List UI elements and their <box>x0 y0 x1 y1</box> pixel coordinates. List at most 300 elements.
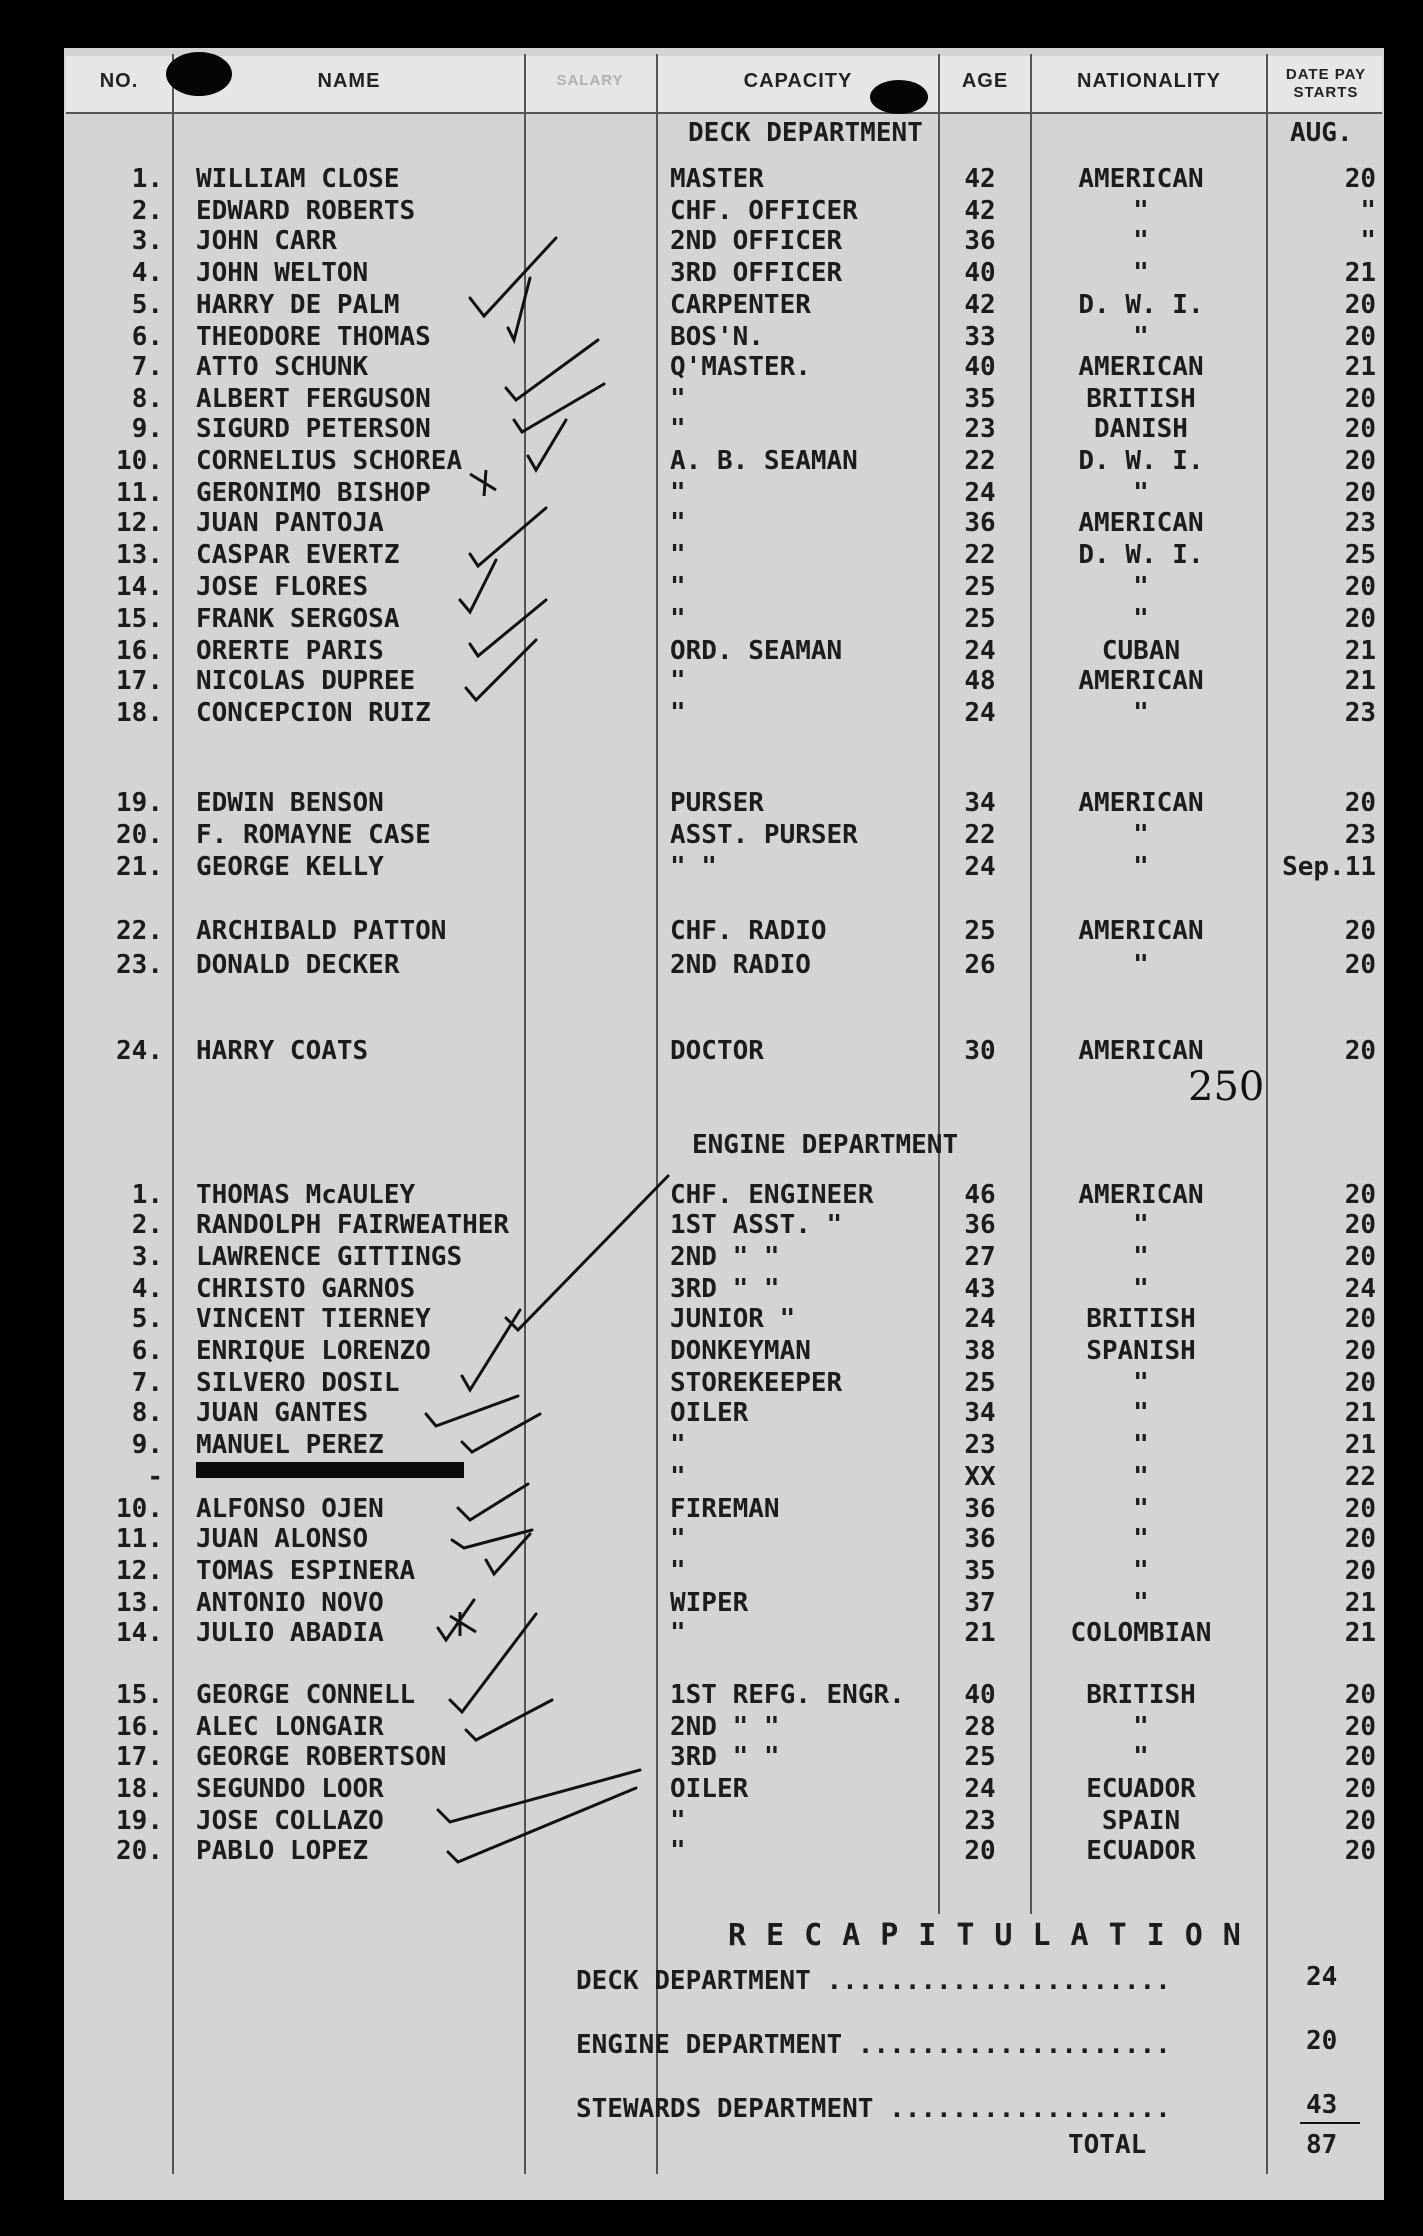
row-capacity: 2ND " " <box>670 1242 780 1272</box>
row-name: HARRY COATS <box>196 1036 369 1066</box>
row-nationality: " <box>1133 698 1149 728</box>
row-date-pay: 20 <box>1344 1556 1376 1586</box>
row-number: 10. <box>116 446 163 476</box>
row-number: 19. <box>116 788 163 818</box>
row-age: 33 <box>964 322 996 352</box>
row-age: 46 <box>964 1180 996 1210</box>
row-age: 38 <box>964 1336 996 1366</box>
row-capacity: STOREKEEPER <box>670 1368 843 1398</box>
row-date-pay: 23 <box>1344 820 1376 850</box>
row-age: 35 <box>964 1556 996 1586</box>
row-age: 36 <box>964 508 996 538</box>
row-nationality: ECUADOR <box>1086 1774 1196 1804</box>
row-number: 5. <box>131 1304 163 1334</box>
row-capacity: FIREMAN <box>670 1494 780 1524</box>
recap-engine-value: 20 <box>1306 2026 1338 2056</box>
row-number: 17. <box>116 1742 163 1772</box>
row-age: 36 <box>964 1210 996 1240</box>
row-capacity: 2ND " " <box>670 1712 780 1742</box>
row-name: GEORGE ROBERTSON <box>196 1742 447 1772</box>
row-number: 18. <box>116 698 163 728</box>
row-nationality: " <box>1133 1588 1149 1618</box>
row-age: XX <box>964 1462 996 1492</box>
row-nationality: " <box>1133 258 1149 288</box>
row-name: ALFONSO OJEN <box>196 1494 384 1524</box>
row-number: 24. <box>116 1036 163 1066</box>
row-date-pay: " <box>1360 196 1376 226</box>
row-capacity: " <box>670 1618 686 1648</box>
checkmark <box>458 1484 528 1520</box>
row-date-pay: 21 <box>1344 1618 1376 1648</box>
row-date-pay: 25 <box>1344 540 1376 570</box>
row-age: 22 <box>964 820 996 850</box>
recap-deck-value: 24 <box>1306 1962 1338 1992</box>
row-number: 2. <box>131 1210 163 1240</box>
header-nationality: NATIONALITY <box>1077 70 1221 92</box>
row-number: 14. <box>116 1618 163 1648</box>
row-age: 25 <box>964 604 996 634</box>
row-nationality: SPANISH <box>1086 1336 1196 1366</box>
row-name: MANUEL PEREZ <box>196 1430 384 1460</box>
row-name: GEORGE CONNELL <box>196 1680 416 1710</box>
row-nationality: AMERICAN <box>1078 788 1204 818</box>
row-name: ALBERT FERGUSON <box>196 384 431 414</box>
header-salary: SALARY <box>556 72 624 89</box>
row-capacity: 3RD OFFICER <box>670 258 843 288</box>
row-capacity: " <box>670 1806 686 1836</box>
recap-total-value: 87 <box>1306 2130 1338 2160</box>
row-number: 6. <box>131 1336 163 1366</box>
header-date-line1: DATE PAY <box>1285 66 1367 83</box>
row-number: 17. <box>116 666 163 696</box>
row-age: 40 <box>964 258 996 288</box>
row-date-pay: 20 <box>1344 916 1376 946</box>
row-nationality: AMERICAN <box>1078 916 1204 946</box>
row-nationality: AMERICAN <box>1078 164 1204 194</box>
checkmark <box>450 1614 536 1712</box>
row-capacity: A. B. SEAMAN <box>670 446 858 476</box>
row-number: 18. <box>116 1774 163 1804</box>
row-nationality: " <box>1133 1556 1149 1586</box>
row-capacity: CHF. ENGINEER <box>670 1180 874 1210</box>
row-capacity: " <box>670 698 686 728</box>
row-date-pay: 20 <box>1344 604 1376 634</box>
row-nationality: " <box>1133 1242 1149 1272</box>
row-age: 24 <box>964 698 996 728</box>
row-capacity: CHF. OFFICER <box>670 196 858 226</box>
row-nationality: BRITISH <box>1086 1680 1196 1710</box>
row-name: F. ROMAYNE CASE <box>196 820 431 850</box>
recap-deck-label: DECK DEPARTMENT ...................... <box>576 1966 1171 1996</box>
row-age: 36 <box>964 226 996 256</box>
recap-title: RECAPITULATION <box>728 1918 1261 1953</box>
row-capacity: " <box>670 540 686 570</box>
row-nationality: " <box>1133 604 1149 634</box>
row-nationality: " <box>1133 322 1149 352</box>
row-name: FRANK SERGOSA <box>196 604 400 634</box>
row-capacity: " <box>670 1556 686 1586</box>
row-age: 22 <box>964 540 996 570</box>
row-name: HARRY DE PALM <box>196 290 400 320</box>
row-number: 8. <box>131 384 163 414</box>
row-date-pay: 20 <box>1344 1242 1376 1272</box>
row-name: GEORGE KELLY <box>196 852 384 882</box>
row-name: CHRISTO GARNOS <box>196 1274 416 1304</box>
row-nationality: AMERICAN <box>1078 508 1204 538</box>
header-age: AGE <box>961 70 1009 92</box>
checkmark <box>462 1414 540 1452</box>
recap-engine-label: ENGINE DEPARTMENT .................... <box>576 2030 1171 2060</box>
row-capacity: " <box>670 666 686 696</box>
row-age: 35 <box>964 384 996 414</box>
row-capacity: WIPER <box>670 1588 749 1618</box>
row-age: 23 <box>964 1430 996 1460</box>
row-age: 40 <box>964 352 996 382</box>
row-nationality: " <box>1133 820 1149 850</box>
header-no: NO. <box>99 70 139 92</box>
row-nationality: D. W. I. <box>1078 540 1204 570</box>
row-capacity: OILER <box>670 1398 749 1428</box>
row-age: 42 <box>964 290 996 320</box>
row-capacity: CARPENTER <box>670 290 811 320</box>
row-name: DONALD DECKER <box>196 950 400 980</box>
row-age: 24 <box>964 478 996 508</box>
row-name: ORERTE PARIS <box>196 636 384 666</box>
row-age: 42 <box>964 164 996 194</box>
row-date-pay: 20 <box>1344 1680 1376 1710</box>
row-date-pay: 20 <box>1344 478 1376 508</box>
row-capacity: " <box>670 1524 686 1554</box>
row-number: 16. <box>116 636 163 666</box>
row-name: JUAN PANTOJA <box>196 508 384 538</box>
row-capacity: " <box>670 572 686 602</box>
row-name: CORNELIUS SCHOREA <box>196 446 463 476</box>
row-number: 3. <box>131 1242 163 1272</box>
row-age: 23 <box>964 1806 996 1836</box>
row-name: JULIO ABADIA <box>196 1618 384 1648</box>
row-capacity: " <box>670 508 686 538</box>
row-age: 36 <box>964 1524 996 1554</box>
row-capacity: Q'MASTER. <box>670 352 811 382</box>
row-capacity: BOS'N. <box>670 322 764 352</box>
row-age: 28 <box>964 1712 996 1742</box>
row-capacity: 2ND RADIO <box>670 950 811 980</box>
row-number: 7. <box>131 1368 163 1398</box>
row-capacity: " <box>670 1430 686 1460</box>
row-date-pay: 20 <box>1344 290 1376 320</box>
row-date-pay: 20 <box>1344 1036 1376 1066</box>
row-capacity: 1ST ASST. " <box>670 1210 843 1240</box>
row-nationality: DANISH <box>1094 414 1188 444</box>
checkmark <box>426 1396 518 1426</box>
row-name: JOHN CARR <box>196 226 337 256</box>
row-name: LAWRENCE GITTINGS <box>196 1242 463 1272</box>
row-nationality: " <box>1133 1712 1149 1742</box>
row-nationality: SPAIN <box>1101 1806 1181 1836</box>
row-date-pay: 20 <box>1344 950 1376 980</box>
row-date-pay: 20 <box>1344 414 1376 444</box>
row-number: 10. <box>116 1494 163 1524</box>
row-date-pay: 22 <box>1344 1462 1376 1492</box>
row-date-pay: 20 <box>1344 164 1376 194</box>
row-age: 20 <box>964 1836 996 1866</box>
row-number: 2. <box>131 196 163 226</box>
row-age: 23 <box>964 414 996 444</box>
row-number: 20. <box>116 1836 163 1866</box>
row-nationality: " <box>1133 1524 1149 1554</box>
row-date-pay: 20 <box>1344 572 1376 602</box>
row-date-pay: 21 <box>1344 1398 1376 1428</box>
checkmark <box>470 238 556 316</box>
row-nationality: ECUADOR <box>1086 1836 1196 1866</box>
row-name: JUAN ALONSO <box>196 1524 369 1554</box>
row-nationality: CUBAN <box>1101 636 1181 666</box>
row-name: ATTO SCHUNK <box>196 352 369 382</box>
checkmark <box>462 1310 520 1390</box>
row-name: WILLIAM CLOSE <box>196 164 400 194</box>
row-date-pay: 24 <box>1344 1274 1376 1304</box>
row-age: 34 <box>964 1398 996 1428</box>
row-nationality: " <box>1133 1742 1149 1772</box>
row-name: THOMAS McAULEY <box>196 1180 416 1210</box>
row-nationality: " <box>1133 1274 1149 1304</box>
row-capacity: DOCTOR <box>670 1036 764 1066</box>
row-number: 1. <box>131 164 163 194</box>
row-nationality: D. W. I. <box>1078 446 1204 476</box>
row-nationality: " <box>1133 1398 1149 1428</box>
row-capacity: 1ST REFG. ENGR. <box>670 1680 905 1710</box>
row-name: ANTONIO NOVO <box>196 1588 384 1618</box>
row-nationality: COLOMBIAN <box>1070 1618 1212 1648</box>
row-name: GERONIMO BISHOP <box>196 478 431 508</box>
row-nationality: " <box>1133 572 1149 602</box>
row-nationality: " <box>1133 478 1149 508</box>
row-age: 25 <box>964 1742 996 1772</box>
row-number: 5. <box>131 290 163 320</box>
row-name: CONCEPCION RUIZ <box>196 698 431 728</box>
row-number: - <box>147 1462 163 1492</box>
row-nationality: " <box>1133 1494 1149 1524</box>
checkmark <box>466 640 536 700</box>
row-nationality: AMERICAN <box>1078 1180 1204 1210</box>
handwritten-note: 250 <box>1188 1064 1265 1110</box>
row-date-pay: 20 <box>1344 788 1376 818</box>
recap-stewards-value: 43 <box>1306 2090 1338 2120</box>
row-name: THEODORE THOMAS <box>196 322 431 352</box>
recap-stewards-label: STEWARDS DEPARTMENT .................. <box>576 2094 1171 2124</box>
row-date-pay: 23 <box>1344 698 1376 728</box>
row-capacity: " <box>670 1836 686 1866</box>
row-capacity: " <box>670 478 686 508</box>
row-age: 42 <box>964 196 996 226</box>
row-date-pay: 21 <box>1344 1588 1376 1618</box>
row-capacity: ORD. SEAMAN <box>670 636 843 666</box>
row-date-pay: 20 <box>1344 1806 1376 1836</box>
row-date-pay: 21 <box>1344 636 1376 666</box>
row-capacity: JUNIOR " <box>670 1304 796 1334</box>
checkmark <box>438 1770 640 1822</box>
row-date-pay: 20 <box>1344 1712 1376 1742</box>
row-date-pay: 20 <box>1344 1742 1376 1772</box>
row-number: 23. <box>116 950 163 980</box>
section-engine-heading: ENGINE DEPARTMENT <box>692 1130 959 1160</box>
row-age: 25 <box>964 916 996 946</box>
row-number: 6. <box>131 322 163 352</box>
row-name: JOHN WELTON <box>196 258 369 288</box>
row-number: 14. <box>116 572 163 602</box>
row-date-pay: 20 <box>1344 1494 1376 1524</box>
row-age: 24 <box>964 852 996 882</box>
row-date-pay: 20 <box>1344 1210 1376 1240</box>
row-age: 30 <box>964 1036 996 1066</box>
row-name: RANDOLPH FAIRWEATHER <box>196 1210 510 1240</box>
row-age: 21 <box>964 1618 996 1648</box>
checkmark <box>528 420 566 470</box>
row-number: 4. <box>131 1274 163 1304</box>
header-name: NAME <box>317 70 381 92</box>
row-date-pay: " <box>1360 226 1376 256</box>
row-nationality: " <box>1133 1368 1149 1398</box>
row-number: 3. <box>131 226 163 256</box>
row-age: 24 <box>964 1304 996 1334</box>
row-nationality: " <box>1133 950 1149 980</box>
row-date-pay: 21 <box>1344 352 1376 382</box>
checkmark <box>466 1700 552 1740</box>
row-age: 26 <box>964 950 996 980</box>
row-nationality: AMERICAN <box>1078 352 1204 382</box>
row-number: 4. <box>131 258 163 288</box>
row-nationality: BRITISH <box>1086 384 1196 414</box>
row-number: 11. <box>116 478 163 508</box>
row-age: 24 <box>964 1774 996 1804</box>
row-capacity: " <box>670 414 686 444</box>
row-number: 12. <box>116 508 163 538</box>
row-date-pay: 20 <box>1344 1304 1376 1334</box>
row-age: 22 <box>964 446 996 476</box>
row-age: 36 <box>964 1494 996 1524</box>
row-name: ENRIQUE LORENZO <box>196 1336 431 1366</box>
checkmark <box>448 1788 636 1862</box>
row-number: 13. <box>116 540 163 570</box>
checkmark <box>470 508 546 566</box>
row-number: 16. <box>116 1712 163 1742</box>
header-capacity: CAPACITY <box>743 70 853 92</box>
row-date-pay: 20 <box>1344 1368 1376 1398</box>
row-number: 21. <box>116 852 163 882</box>
row-nationality: " <box>1133 1430 1149 1460</box>
row-date-pay: 21 <box>1344 1430 1376 1460</box>
row-number: 19. <box>116 1806 163 1836</box>
row-number: 11. <box>116 1524 163 1554</box>
row-date-pay: 20 <box>1344 1524 1376 1554</box>
row-capacity: " " <box>670 852 717 882</box>
header-date-line2: STARTS <box>1293 84 1359 101</box>
row-number: 20. <box>116 820 163 850</box>
row-age: 24 <box>964 636 996 666</box>
row-number: 9. <box>131 414 163 444</box>
row-capacity: DONKEYMAN <box>670 1336 811 1366</box>
row-date-pay: 23 <box>1344 508 1376 538</box>
row-name: CASPAR EVERTZ <box>196 540 400 570</box>
row-name: ALEC LONGAIR <box>196 1712 384 1742</box>
row-date-pay: 20 <box>1344 1774 1376 1804</box>
row-nationality: " <box>1133 1210 1149 1240</box>
row-number: 1. <box>131 1180 163 1210</box>
row-capacity: 3RD " " <box>670 1274 780 1304</box>
x-mark <box>470 474 496 490</box>
row-name: JOSE FLORES <box>196 572 369 602</box>
row-name: JUAN GANTES <box>196 1398 369 1428</box>
checkmark <box>506 1176 668 1330</box>
row-name: ARCHIBALD PATTON <box>196 916 447 946</box>
row-capacity: MASTER <box>670 164 764 194</box>
row-capacity: ASST. PURSER <box>670 820 858 850</box>
row-age: 25 <box>964 1368 996 1398</box>
row-capacity: PURSER <box>670 788 764 818</box>
row-date-pay: Sep.11 <box>1282 852 1376 882</box>
row-name: TOMAS ESPINERA <box>196 1556 416 1586</box>
row-date-pay: 20 <box>1344 1836 1376 1866</box>
section-deck-heading: DECK DEPARTMENT <box>688 118 923 148</box>
row-name: NICOLAS DUPREE <box>196 666 416 696</box>
row-number: 15. <box>116 1680 163 1710</box>
deck-month: AUG. <box>1290 118 1353 148</box>
row-age: 25 <box>964 572 996 602</box>
row-capacity: OILER <box>670 1774 749 1804</box>
row-number: 9. <box>131 1430 163 1460</box>
row-capacity: 2ND OFFICER <box>670 226 843 256</box>
checkmark <box>506 340 598 400</box>
row-nationality: AMERICAN <box>1078 666 1204 696</box>
row-name: EDWIN BENSON <box>196 788 384 818</box>
checkmark <box>470 600 546 656</box>
row-number: 15. <box>116 604 163 634</box>
row-age: 40 <box>964 1680 996 1710</box>
row-capacity: " <box>670 384 686 414</box>
row-age: 34 <box>964 788 996 818</box>
row-name: PABLO LOPEZ <box>196 1836 369 1866</box>
row-date-pay: 20 <box>1344 322 1376 352</box>
row-number: 22. <box>116 916 163 946</box>
row-date-pay: 20 <box>1344 1180 1376 1210</box>
row-name: EDWARD ROBERTS <box>196 196 416 226</box>
row-capacity: 3RD " " <box>670 1742 780 1772</box>
row-nationality: " <box>1133 226 1149 256</box>
row-date-pay: 21 <box>1344 258 1376 288</box>
row-nationality: D. W. I. <box>1078 290 1204 320</box>
row-capacity: " <box>670 1462 686 1492</box>
row-nationality: " <box>1133 196 1149 226</box>
row-date-pay: 20 <box>1344 446 1376 476</box>
row-name: SILVERO DOSIL <box>196 1368 400 1398</box>
row-nationality: " <box>1133 1462 1149 1492</box>
row-date-pay: 20 <box>1344 384 1376 414</box>
row-age: 48 <box>964 666 996 696</box>
row-nationality: BRITISH <box>1086 1304 1196 1334</box>
row-number: 13. <box>116 1588 163 1618</box>
row-capacity: CHF. RADIO <box>670 916 827 946</box>
x-mark <box>484 470 486 496</box>
row-number: 7. <box>131 352 163 382</box>
row-age: 27 <box>964 1242 996 1272</box>
row-name: SIGURD PETERSON <box>196 414 431 444</box>
row-number: 8. <box>131 1398 163 1428</box>
row-capacity: " <box>670 604 686 634</box>
row-number: 12. <box>116 1556 163 1586</box>
row-date-pay: 21 <box>1344 666 1376 696</box>
row-age: 37 <box>964 1588 996 1618</box>
row-nationality: " <box>1133 852 1149 882</box>
